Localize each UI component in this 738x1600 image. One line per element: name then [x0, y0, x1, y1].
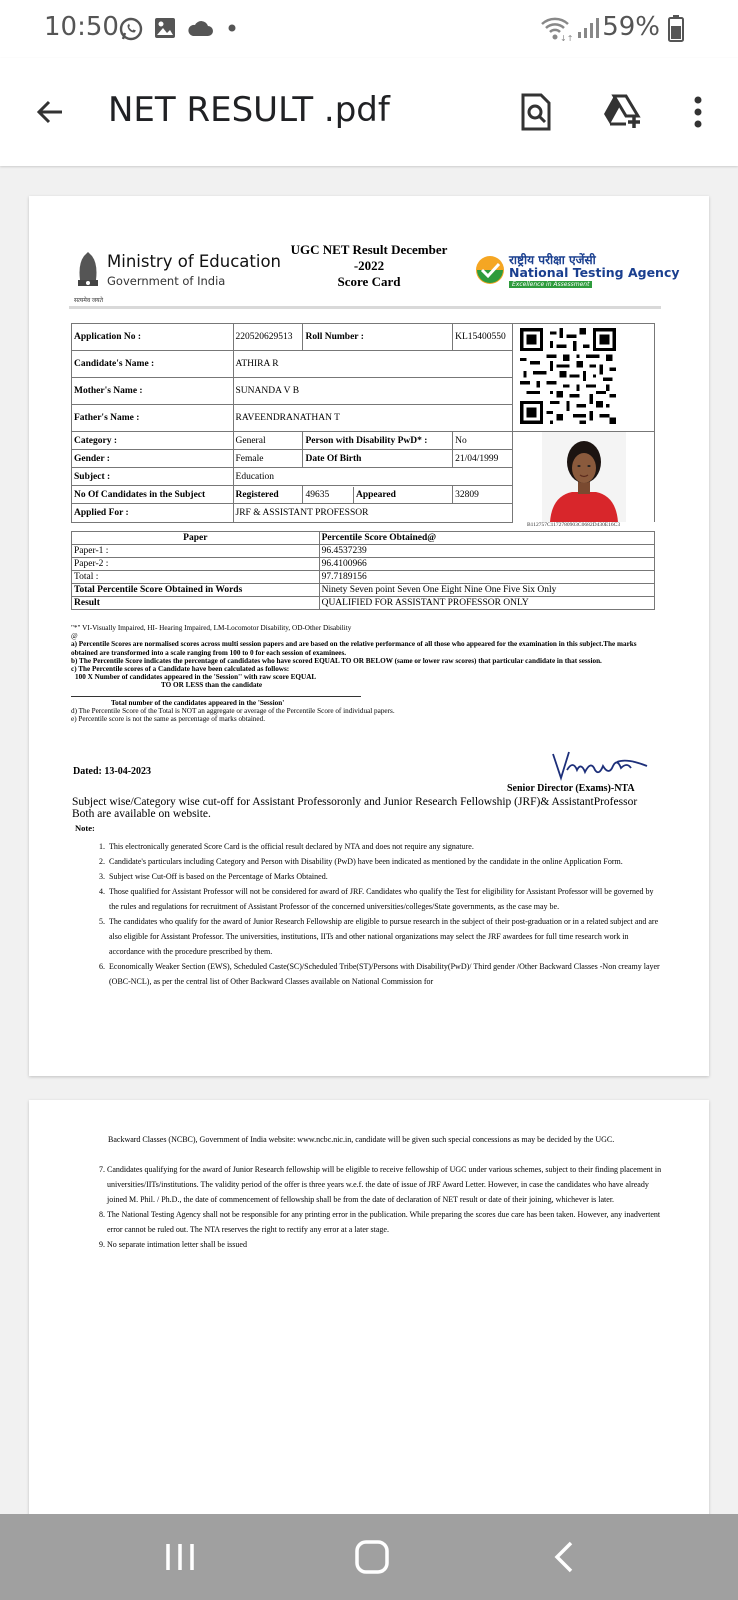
government-name: Government of India: [107, 274, 226, 288]
paper-2-score: 96.4100966: [319, 558, 654, 571]
result-value: QUALIFIED FOR ASSISTANT PROFESSOR ONLY: [319, 597, 654, 610]
candidate-photo: [542, 432, 626, 522]
roll-number: KL15400550: [453, 324, 513, 351]
footnote-d: d) The Percentile Score of the Total is NOT an aggregate or average of the Percentile Score of individual papers.: [71, 706, 395, 715]
svg-text:↓↑: ↓↑: [560, 34, 574, 43]
score-words-label: Total Percentile Score Obtained in Words: [72, 584, 320, 597]
candidates-label: No Of Candidates in the Subject: [72, 486, 234, 504]
paper-1-label: Paper-1 :: [72, 545, 320, 558]
notes-list-continued: [107, 1162, 662, 1252]
nav-back-icon: [552, 1540, 576, 1574]
score-header: Percentile Score Obtained@: [319, 532, 654, 545]
footnote-disability: "*" VI-Visually Impaired, HI- Hearing Impaired, LM-Locomotor Disability, OD-Other Disability: [71, 624, 352, 632]
back-button[interactable]: [22, 84, 78, 140]
national-emblem-icon: [74, 250, 102, 294]
nta-check-icon: [475, 255, 505, 285]
note-item: 8. The National Testing Agency shall not be responsible for any printing error in the publication. While preparing the scores due care has been taken. However, any inadvertent error cannot be ruled out. The NTA reserves the right to rectify any error at a later stage.: [107, 1207, 662, 1237]
title-line-2: -2022: [353, 258, 385, 273]
search-document-button[interactable]: [508, 84, 564, 140]
photo-cell: [513, 432, 655, 523]
candidate-name: ATHIRA R: [233, 351, 513, 378]
recent-apps-icon: [163, 1541, 197, 1573]
footnotes: [71, 624, 661, 723]
note-item: 2. Candidate's particulars including Category and Person with Disability (PwD) have been indicated as mentioned by the candidate in the online Application Form.: [107, 854, 662, 869]
app-bar: [0, 58, 738, 166]
total-label: Total :: [72, 571, 320, 584]
candidate-details-table: [71, 323, 655, 523]
status-bar: [0, 0, 738, 58]
emblem-caption: सत्यमेव जयते: [74, 298, 104, 304]
note-item: 9. No separate intimation letter shall be issued: [107, 1237, 662, 1252]
note-continuation: Backward Classes (NCBC), Government of India website: www.ncbc.nic.in, candidate will be given such special concessions as may be decided by the UGC.: [108, 1135, 615, 1144]
verification-hash: B112757C1172780903C0682D430E16C3: [527, 522, 621, 528]
pwd-value: No: [453, 432, 513, 450]
header-divider: [69, 306, 661, 309]
note-item: 6. Economically Weaker Section (EWS), Scheduled Caste(SC)/Scheduled Tribe(ST)/Persons with Disability(PwD)/ Third gender /Other Backward Classes -Non creamy layer (OBC-NCL), as per the central list of Other Backward Classes available on National Commission for: [107, 959, 662, 989]
home-icon: [354, 1539, 390, 1575]
whatsapp-icon: [118, 16, 144, 42]
nta-hindi-name: राष्ट्रीय परीक्षा एजेंसी: [509, 253, 596, 267]
gender-value: Female: [233, 450, 303, 468]
notes-list: [107, 839, 662, 989]
applied-for-value: JRF & ASSISTANT PROFESSOR: [233, 504, 513, 522]
dob-value: 21/04/1999: [453, 450, 513, 468]
note-item: 5. The candidates who qualify for the award of Junior Research Fellowship are eligible to pursue research in the subject of their post-graduation or in a related subject and are also eligible for Assistant Professor. The universities, institutions, IITs and other national organizations may select the JRF awardees for full time research work in accordance with the procedure prescribed by them.: [107, 914, 662, 959]
registered-label: Registered: [233, 486, 303, 504]
cloud-icon: [186, 18, 214, 38]
pdf-page-1: [29, 196, 709, 1076]
formula-numerator-1: 100 X Number of candidates appeared in the 'Session'' with raw score EQUAL: [75, 673, 317, 682]
note-heading: Note:: [75, 823, 95, 833]
paper-1-score: 96.4537239: [319, 545, 654, 558]
battery-icon: [668, 14, 684, 42]
nta-logo: [475, 251, 680, 291]
qr-code: [513, 328, 623, 424]
application-label: Application No :: [72, 324, 234, 351]
ministry-name: Ministry of Education: [107, 252, 282, 271]
qr-cell: [513, 324, 655, 432]
status-time: 10:50: [44, 12, 119, 42]
signal-icon: [576, 16, 600, 40]
recent-apps-button[interactable]: [150, 1532, 210, 1582]
registered-value: 49635: [303, 487, 353, 503]
arrow-back-icon: [34, 96, 66, 128]
footnote-at: @: [71, 632, 78, 641]
battery-percent: 59%: [602, 12, 660, 42]
roll-label: Roll Number :: [303, 324, 453, 351]
more-vert-icon: [693, 96, 703, 128]
application-number: 220520629513: [233, 324, 303, 351]
formula-denominator: Total number of the candidates appeared in the 'Session': [71, 696, 361, 707]
score-words: Ninety Seven point Seven One Eight Nine One Five Six Only: [319, 584, 654, 597]
pwd-label: Person with Disability PwD* :: [303, 432, 453, 450]
nta-english-name: National Testing Agency: [509, 265, 680, 280]
mother-name: SUNANDA V B: [233, 378, 513, 405]
document-title: NET RESULT .pdf: [108, 90, 390, 130]
note-item: 3. Subject wise Cut-Off is based on the Percentage of Marks Obtained.: [107, 869, 662, 884]
cutoff-info: Subject wise/Category wise cut-off for Assistant Professoronly and Junior Research Fellowship (JRF)& AssistantProfessor Both are available on website.: [72, 796, 638, 820]
category-value: General: [233, 432, 303, 450]
mother-name-label: Mother's Name :: [72, 378, 234, 405]
ministry-logo: [74, 250, 284, 304]
note-item: 4. Those qualified for Assistant Professor will not be considered for award of JRF. Candidates who qualify the Test for eligibility for Assistant Professor will be governed by the rules and regulations for recruitment of Assistant Professor of the concerned universities/colleges/State governments, as the case may be.: [107, 884, 662, 914]
dated: Dated: 13-04-2023: [73, 766, 152, 777]
add-to-drive-button[interactable]: [594, 84, 650, 140]
nav-back-button[interactable]: [534, 1532, 594, 1582]
notification-dot-icon: [228, 24, 236, 32]
result-label: Result: [72, 597, 320, 610]
paper-2-label: Paper-2 :: [72, 558, 320, 571]
navigation-bar: [0, 1514, 738, 1600]
subject-value: Education: [233, 468, 513, 486]
more-options-button[interactable]: [670, 84, 726, 140]
gallery-icon: [153, 16, 177, 40]
category-label: Category :: [72, 432, 234, 450]
dob-label: Date Of Birth: [303, 450, 453, 468]
paper-header: Paper: [72, 532, 320, 545]
subject-label: Subject :: [72, 468, 234, 486]
candidates-counts: [303, 486, 453, 504]
drive-add-icon: [602, 94, 642, 130]
note-item: 7. Candidates qualifying for the award of Junior Research fellowship will be eligible to receive fellowship of UGC under various schemes, subject to their finding placement in universities/IITs/institutions. The validity period of the offer is three years w.e.f. the date of issue of JRF Award Letter. However, in case the candidates who have already joined M. Phil. / Ph.D., the date of commencement of fellowship shall be from the date of declaration of NET result or date of their joining, whichever is later.: [107, 1162, 662, 1207]
pdf-page-2: [29, 1100, 709, 1520]
scorecard-title: [279, 242, 459, 290]
total-score: 97.7189156: [319, 571, 654, 584]
footnote-b: b) The Percentile Score indicates the percentage of candidates who have scored EQUAL TO OR BELOW (same or lower raw scores) that particular candidate in that session.: [71, 656, 602, 665]
footnote-a: a) Percentile Scores are normalised scores across multi session papers and are based on the relative performance of all those who appeared for the examination in this subject.The marks obtained are transformed into a scale ranging from 100 to 0 for each session of examinees.: [71, 640, 637, 657]
title-line-1: UGC NET Result December: [290, 242, 448, 257]
appeared-label: Appeared: [355, 489, 396, 500]
formula-numerator-2: TO OR LESS than the candidate: [161, 681, 263, 690]
gender-label: Gender :: [72, 450, 234, 468]
signature-image: [547, 748, 657, 782]
note-item: 1. This electronically generated Score Card is the official result declared by NTA and does not require any signature.: [107, 839, 662, 854]
nta-tagline: Excellence in Assessment: [509, 281, 592, 288]
footnote-c: c) The Percentile scores of a Candidate have been calculated as follows:: [71, 665, 290, 674]
signatory-designation: Senior Director (Exams)-NTA: [507, 783, 635, 794]
find-in-page-icon: [519, 93, 553, 131]
appeared-value: 32809: [453, 486, 513, 504]
title-line-3: Score Card: [337, 274, 401, 289]
home-button[interactable]: [342, 1532, 402, 1582]
candidate-name-label: Candidate's Name :: [72, 351, 234, 378]
father-name: RAVEENDRANATHAN T: [233, 405, 513, 432]
applied-for-label: Applied For :: [72, 504, 234, 522]
wifi-icon: [540, 14, 574, 43]
father-name-label: Father's Name :: [72, 405, 234, 432]
score-table: [71, 531, 655, 610]
footnote-e: e) Percentile score is not the same as percentage of marks obtained.: [71, 715, 265, 724]
